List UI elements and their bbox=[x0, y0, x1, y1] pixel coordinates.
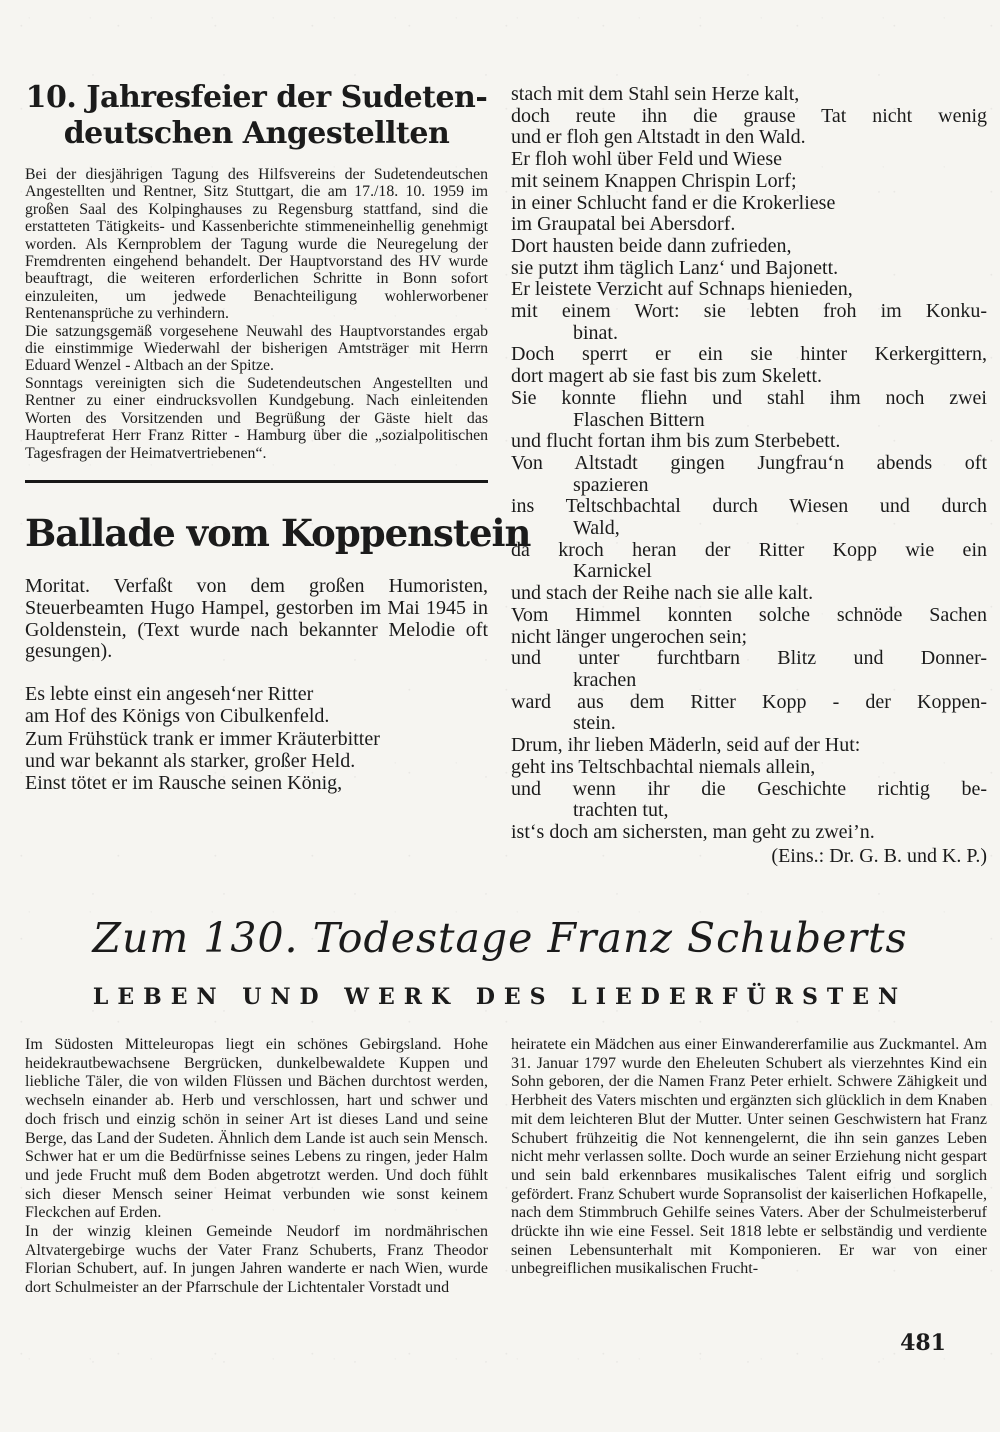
schubert-paragraph: In der winzig kleinen Gemeinde Neudorf im nordmährischen Altvatergebirge wuchs der Vater Franz Schuberts, Franz Theodor Florian Schubert, auf. In jungen Jahren wanderte er nach Wien, wurde dort Schulmeister an der Pfarrschule der Lichtentaler Vorstadt und bbox=[25, 1223, 488, 1297]
poem-line: Er leistete Verzicht auf Schnaps hienieden, bbox=[511, 278, 853, 301]
poem-line: ins Teltschbachtal durch Wiesen und durch bbox=[511, 495, 987, 518]
poem-line: Zum Frühstück trank er immer Kräuterbitter bbox=[25, 727, 380, 750]
moritat-intro: Moritat. Verfaßt von dem großen Humoristen, Steuerbeamten Hugo Hampel, gestorben im Mai 1945 in Goldenstein, (Text wurde nach bekannter Melodie oft gesungen). bbox=[25, 574, 488, 663]
page-number: 481 bbox=[900, 1330, 946, 1356]
left-column-top bbox=[25, 80, 531, 795]
poem-line: Flaschen Bittern bbox=[573, 408, 705, 431]
poem-line: ist‘s doch am sichersten, man geht zu zwei’n. bbox=[511, 820, 875, 843]
poem-line: Es lebte einst ein angeseh‘ner Ritter bbox=[25, 683, 314, 706]
poem-line: Drum, ihr lieben Mäderln, seid auf der Hut: bbox=[511, 734, 861, 757]
poem-line: im Graupatal bei Abersdorf. bbox=[511, 213, 736, 236]
section-divider-rule bbox=[25, 480, 488, 483]
poem-line: spazieren bbox=[573, 473, 649, 496]
poem-line: dort magert ab sie fast bis zum Skelett. bbox=[511, 365, 823, 388]
poem-line: trachten tut, bbox=[573, 799, 669, 822]
poem-line: stein. bbox=[573, 712, 616, 735]
poem-line: Sie konnte fliehn und stahl ihm noch zwei bbox=[511, 386, 987, 409]
ballade-title: Ballade vom Koppenstein bbox=[25, 510, 531, 555]
poem-line: krachen bbox=[573, 668, 637, 691]
article-title-line-1: 10. Jahresfeier der Sudeten- bbox=[25, 80, 488, 115]
schubert-subtitle: LEBEN UND WERK DES LIEDERFÜRSTEN bbox=[92, 984, 908, 1010]
poem-line: Von Altstadt gingen Jungfrau‘n abends oft bbox=[511, 451, 987, 474]
poem-line: da kroch heran der Ritter Kopp wie ein bbox=[511, 538, 987, 561]
poem-line: geht ins Teltschbachtal niemals allein, bbox=[511, 755, 816, 778]
poem-line: stach mit dem Stahl sein Herze kalt, bbox=[511, 83, 800, 105]
article-paragraph: Bei der diesjährigen Tagung des Hilfsvereins der Sudetendeutschen Angestellten und Rentner, Sitz Stuttgart, die am 17./18. 10. 1959 im großen Saal des Kolpinghauses zu Regensburg stattfand, sind die erstatteten Tätigkeits- und Kassenberichte stimmeneinhellig genehmigt worden. Als Kernproblem der Tagung wurde die Neuregelung der Fremdrenten eingehend behandelt. Der Hauptvorstand des HV wurde beauftragt, die weiteren erforderlichen Schritte in Bonn sofort einzuleiten, um jedwede Benachteiligung wohlerworbener Rentenansprüche zu verhindern. bbox=[25, 166, 488, 323]
article-paragraph: Die satzungsgemäß vorgesehene Neuwahl des Hauptvorstandes ergab die einstimmige Wiederwahl der bisherigen Amtsträger mit Herrn Eduard Wenzel - Altbach an der Spitze. bbox=[25, 322, 488, 375]
poem-line: und stach der Reihe nach sie alle kalt. bbox=[511, 582, 814, 605]
article-title-line-2: deutschen Angestellten bbox=[63, 116, 450, 151]
poem-line: Doch sperrt er ein sie hinter Kerkergittern, bbox=[511, 343, 987, 366]
poem-line: am Hof des Königs von Cibulkenfeld. bbox=[25, 705, 330, 728]
poem-line: Er floh wohl über Feld und Wiese bbox=[511, 148, 782, 171]
poem-signature: (Eins.: Dr. G. B. und K. P.) bbox=[771, 844, 987, 867]
poem-line: Wald, bbox=[573, 517, 620, 540]
article-body bbox=[25, 166, 488, 462]
poem-line: und war bekannt als starker, großer Held. bbox=[25, 749, 356, 772]
poem-right-column bbox=[511, 84, 987, 867]
poem-line: und flucht fortan ihm bis zum Sterbebett. bbox=[511, 430, 841, 453]
poem-line: und unter furchtbarn Blitz und Donner- bbox=[511, 647, 987, 670]
poem-line: doch reute ihn die grause Tat nicht wenig bbox=[511, 104, 987, 127]
poem-line: und er floh gen Altstadt in den Wald. bbox=[511, 126, 806, 149]
poem-line: in einer Schlucht fand er die Krokerliese bbox=[511, 191, 836, 214]
poem-line: sie putzt ihm täglich Lanz‘ und Bajonett. bbox=[511, 256, 839, 279]
poem-line: Karnickel bbox=[573, 560, 652, 583]
poem-line: und wenn ihr die Geschichte richtig be- bbox=[511, 777, 987, 800]
schubert-paragraph: Im Südosten Mitteleuropas liegt ein schönes Gebirgsland. Hohe heidekrautbewachsene Bergrücken, dunkelbewaldete Kuppen und liebliche Täler, die von wilden Flüssen und Bächen durchtost werden, wechseln einander ab. Herb und verschlossen, hart und schwer und doch frisch und einzig schön in seiner Art ist dieses Land und seine Berge, das Land der Sudeten. Ähnlich dem Lande ist auch sein Mensch. Schwer hat er um die Bedürfnisse seines Lebens zu ringen, jeder Halm und jede Frucht muß dem Boden abgetrotzt werden. Und doch fühlt sich dieser Mensch seiner Heimat verbunden wie sonst keinem Fleckchen auf Erden. bbox=[25, 1036, 488, 1222]
poem-line: mit seinem Knappen Chrispin Lorf; bbox=[511, 169, 797, 192]
poem-line: mit einem Wort: sie lebten froh im Konku- bbox=[511, 300, 987, 323]
schubert-column-right bbox=[511, 1036, 987, 1279]
schubert-column-left bbox=[25, 1036, 488, 1298]
poem-line: binat. bbox=[573, 321, 618, 344]
poem-line: Vom Himmel konnten solche schnöde Sachen bbox=[511, 603, 987, 626]
poem-line: Dort hausten beide dann zufrieden, bbox=[511, 234, 792, 257]
schubert-script-title: Zum 130. Todestage Franz Schuberts bbox=[92, 914, 908, 962]
article-title bbox=[25, 80, 488, 152]
poem-line: nicht länger ungerochen sein; bbox=[511, 625, 748, 648]
article-paragraph: Sonntags vereinigten sich die Sudetendeutschen Angestellten und Rentner zu einer eindrucksvollen Kundgebung. Nach einleitenden Worten des Vorsitzenden und Begrüßung der Gäste hielt das Hauptreferat Herr Franz Ritter - Hamburg über die „sozialpolitischen Tagesfragen der Heimatvertriebenen“. bbox=[25, 374, 488, 462]
poem-line: Einst tötet er im Rausche seinen König, bbox=[25, 772, 343, 795]
poem-line: ward aus dem Ritter Kopp - der Koppen- bbox=[511, 690, 987, 713]
poem-left-column bbox=[25, 683, 488, 794]
schubert-paragraph: heiratete ein Mädchen aus einer Einwandererfamilie aus Zuckmantel. Am 31. Januar 1797 wurde den Eheleuten Schubert als vierzehntes Kind ein Sohn geboren, der die Namen Franz Peter erhielt. Schwere Zähigkeit und Herbheit des Vaters mischten und ergänzten sich glücklich in dem Knaben mit dem leichteren Blut der Mutter. Unter seinen Geschwistern hat Franz Schubert frühzeitig die Not kennengelernt, die ihn sein ganzes Leben nicht mehr verlassen sollte. Doch wurde an seiner Erziehung nicht gespart und sein bald erkennbares musikalisches Talent eifrig und sorglich gefördert. Franz Schubert wurde Sopransolist der kaiserlichen Hofkapelle, nach dem Stimmbruch Gehilfe seines Vaters. Aber der Schulmeisterberuf drückte ihn wie eine Fessel. Seit 1818 lebte er selbständig und verdiente seinen Lebensunterhalt mit Komponieren. Er war von einer unbegreiflichen musikalischen Frucht- bbox=[511, 1036, 987, 1278]
